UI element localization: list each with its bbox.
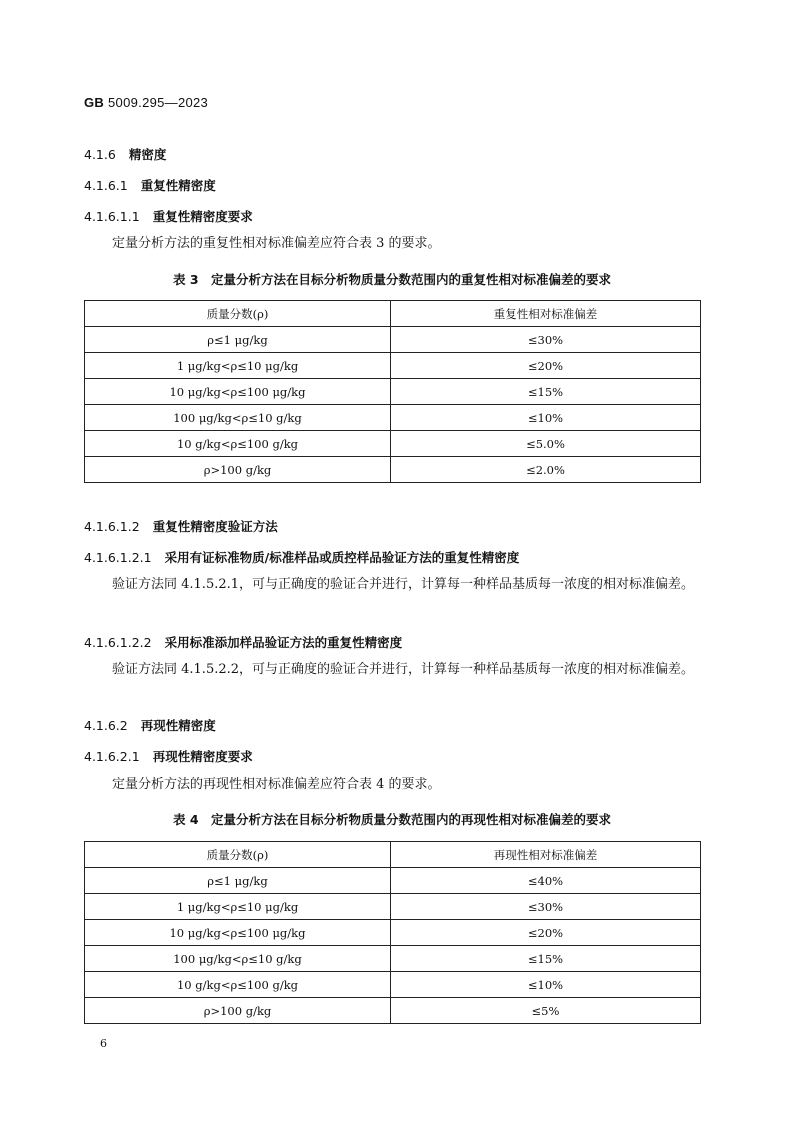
heading-4-1-6 — [84, 145, 166, 163]
table-row — [85, 431, 701, 457]
table-cell: 10 μg/kg<ρ≤100 μg/kg — [85, 920, 391, 946]
section-title: 再现性精密度要求 — [152, 749, 253, 764]
table-cell: 100 μg/kg<ρ≤10 g/kg — [85, 946, 391, 972]
section-title: 精密度 — [128, 147, 167, 162]
heading-4-1-6-1-2-1 — [84, 548, 519, 566]
table-cell: ≤20% — [391, 920, 701, 946]
table-cell: ≤30% — [391, 327, 701, 353]
section-title: 再现性精密度 — [140, 718, 216, 733]
table-cell: ≤5.0% — [391, 431, 701, 457]
table-cell: 10 g/kg<ρ≤100 g/kg — [85, 431, 391, 457]
section-title: 重复性精密度验证方法 — [152, 519, 278, 534]
table-cell: 100 μg/kg<ρ≤10 g/kg — [85, 405, 391, 431]
standard-prefix: GB — [84, 95, 105, 110]
table-4-caption: 表 4 定量分析方法在目标分析物质量分数范围内的再现性相对标准偏差的要求 — [172, 812, 612, 827]
table-cell: ρ≤1 μg/kg — [85, 327, 391, 353]
table-cell: 10 g/kg<ρ≤100 g/kg — [85, 972, 391, 998]
heading-4-1-6-1 — [84, 176, 216, 194]
standard-header — [84, 95, 208, 110]
table-cell: ≤10% — [391, 972, 701, 998]
table-cell: ρ>100 g/kg — [85, 998, 391, 1024]
section-number: 4.1.6.1.2.2 — [84, 635, 152, 650]
section-number: 4.1.6.1.2 — [84, 519, 140, 534]
table-row — [85, 894, 701, 920]
table-header-row — [85, 301, 701, 327]
table-row — [85, 868, 701, 894]
section-number: 4.1.6 — [84, 147, 116, 162]
table-row — [85, 946, 701, 972]
page-number: 6 — [100, 1037, 107, 1050]
table-row — [85, 972, 701, 998]
table-cell: ρ≤1 μg/kg — [85, 868, 391, 894]
heading-4-1-6-2 — [84, 716, 216, 734]
table-cell: ≤30% — [391, 894, 701, 920]
heading-4-1-6-1-2 — [84, 517, 278, 535]
table-cell: ≤20% — [391, 353, 701, 379]
section-title: 重复性精密度要求 — [152, 209, 253, 224]
section-number: 4.1.6.2.1 — [84, 749, 140, 764]
table-row — [85, 379, 701, 405]
column-header: 质量分数(ρ) — [85, 842, 391, 868]
table-header-row — [85, 842, 701, 868]
heading-4-1-6-1-2-2 — [84, 633, 402, 651]
heading-4-1-6-2-1 — [84, 747, 253, 765]
table-row — [85, 327, 701, 353]
column-header: 重复性相对标准偏差 — [391, 301, 701, 327]
table-cell: ρ>100 g/kg — [85, 457, 391, 483]
table-cell: ≤10% — [391, 405, 701, 431]
table-row — [85, 920, 701, 946]
table-4 — [84, 841, 701, 1024]
table-row — [85, 457, 701, 483]
table-row — [85, 405, 701, 431]
table-cell: ≤2.0% — [391, 457, 701, 483]
table-row — [85, 353, 701, 379]
heading-4-1-6-1-1 — [84, 207, 253, 225]
standard-number: 5009.295—2023 — [108, 95, 209, 110]
table-cell: ≤15% — [391, 946, 701, 972]
paragraph: 定量分析方法的重复性相对标准偏差应符合表 3 的要求。 — [112, 236, 441, 251]
section-number: 4.1.6.1 — [84, 178, 128, 193]
section-title: 采用标准添加样品验证方法的重复性精密度 — [164, 635, 403, 650]
column-header: 质量分数(ρ) — [85, 301, 391, 327]
section-title: 重复性精密度 — [140, 178, 216, 193]
paragraph: 验证方法同 4.1.5.2.1，可与正确度的验证合并进行，计算每一种样品基质每一浓度的相对标准偏差。 — [112, 577, 695, 592]
table-cell: 1 μg/kg<ρ≤10 μg/kg — [85, 894, 391, 920]
table-3 — [84, 300, 701, 483]
table-cell: 1 μg/kg<ρ≤10 μg/kg — [85, 353, 391, 379]
table-3-caption: 表 3 定量分析方法在目标分析物质量分数范围内的重复性相对标准偏差的要求 — [172, 272, 612, 287]
section-number: 4.1.6.1.1 — [84, 209, 140, 224]
section-number: 4.1.6.2 — [84, 718, 128, 733]
section-title: 采用有证标准物质/标准样品或质控样品验证方法的重复性精密度 — [164, 550, 520, 565]
paragraph: 定量分析方法的再现性相对标准偏差应符合表 4 的要求。 — [112, 777, 441, 792]
column-header: 再现性相对标准偏差 — [391, 842, 701, 868]
table-row — [85, 998, 701, 1024]
table-cell: ≤40% — [391, 868, 701, 894]
table-cell: ≤5% — [391, 998, 701, 1024]
section-number: 4.1.6.1.2.1 — [84, 550, 152, 565]
table-cell: 10 μg/kg<ρ≤100 μg/kg — [85, 379, 391, 405]
paragraph: 验证方法同 4.1.5.2.2，可与正确度的验证合并进行，计算每一种样品基质每一浓度的相对标准偏差。 — [112, 662, 695, 677]
table-cell: ≤15% — [391, 379, 701, 405]
